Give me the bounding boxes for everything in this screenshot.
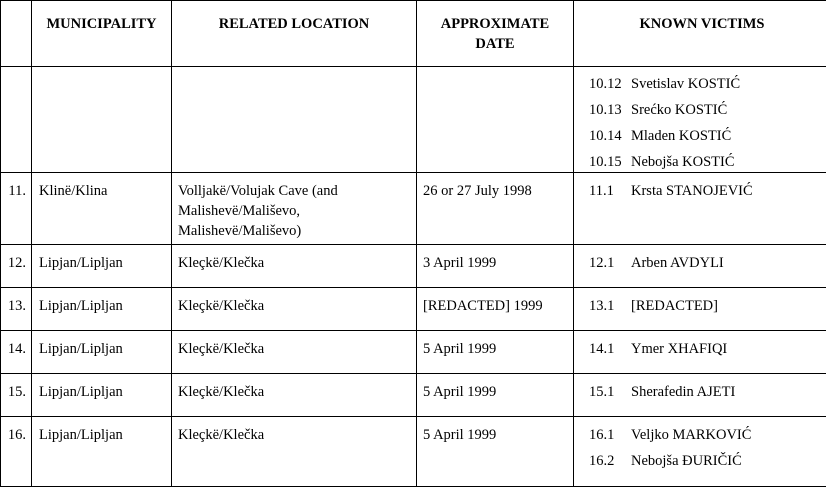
victim-name: Nebojša ĐURIČIĆ (631, 451, 826, 471)
header-known-victims: KNOWN VICTIMS (574, 1, 826, 67)
row-location: Kleçkë/Klečka (172, 288, 417, 331)
row-location (172, 67, 417, 173)
row-number: 15. (1, 374, 32, 417)
table-row (1, 245, 826, 288)
victim-number: 12.1 (589, 253, 631, 273)
victim-entry (589, 296, 826, 316)
victim-entry (589, 339, 826, 359)
row-number: 13. (1, 288, 32, 331)
victim-name: Sherafedin AJETI (631, 382, 826, 402)
row-victims (574, 417, 826, 487)
table-row (1, 173, 826, 245)
row-number: 14. (1, 331, 32, 374)
victim-number: 10.13 (589, 100, 631, 120)
victim-name: Srećko KOSTIĆ (631, 100, 826, 120)
victim-entry (589, 451, 826, 471)
row-location: Kleçkë/Klečka (172, 417, 417, 487)
table-row (1, 331, 826, 374)
header-approximate-date: APPROXIMATE DATE (417, 1, 574, 67)
row-victims (574, 374, 826, 417)
row-municipality: Klinë/Klina (32, 173, 172, 245)
row-number: 16. (1, 417, 32, 487)
row-number: 11. (1, 173, 32, 245)
row-number (1, 67, 32, 173)
victim-number: 16.2 (589, 451, 631, 471)
victim-name: Nebojša KOSTIĆ (631, 152, 826, 172)
row-municipality (32, 67, 172, 173)
row-victims (574, 245, 826, 288)
row-victims (574, 288, 826, 331)
victim-name: Svetislav KOSTIĆ (631, 74, 826, 94)
row-location: Kleçkë/Klečka (172, 245, 417, 288)
row-location: Kleçkë/Klečka (172, 331, 417, 374)
row-victims (574, 173, 826, 245)
victim-name: Veljko MARKOVIĆ (631, 425, 826, 445)
header-municipality: MUNICIPALITY (32, 1, 172, 67)
row-location: Volljakë/Volujak Cave (and Malishevë/Mališevo, Malishevë/Mališevo) (172, 173, 417, 245)
table-row (1, 288, 826, 331)
victim-entry (589, 425, 826, 445)
victim-entry (589, 74, 826, 94)
victim-name: Mladen KOSTIĆ (631, 126, 826, 146)
victim-name: Krsta STANOJEVIĆ (631, 181, 826, 201)
victim-entry (589, 181, 826, 201)
victim-entry (589, 382, 826, 402)
row-date (417, 67, 574, 173)
row-location: Kleçkë/Klečka (172, 374, 417, 417)
victim-entry (589, 100, 826, 120)
table-row (1, 374, 826, 417)
row-date: 5 April 1999 (417, 374, 574, 417)
victim-number: 15.1 (589, 382, 631, 402)
row-municipality: Lipjan/Lipljan (32, 374, 172, 417)
row-date: 5 April 1999 (417, 417, 574, 487)
row-municipality: Lipjan/Lipljan (32, 331, 172, 374)
row-municipality: Lipjan/Lipljan (32, 288, 172, 331)
row-date: 5 April 1999 (417, 331, 574, 374)
table-row (1, 417, 826, 487)
victim-number: 14.1 (589, 339, 631, 359)
header-number (1, 1, 32, 67)
victim-number: 10.12 (589, 74, 631, 94)
header-related-location: RELATED LOCATION (172, 1, 417, 67)
victim-entry (589, 253, 826, 273)
row-municipality: Lipjan/Lipljan (32, 417, 172, 487)
victim-number: 10.14 (589, 126, 631, 146)
victim-name: Ymer XHAFIQI (631, 339, 826, 359)
victim-entry (589, 126, 826, 146)
victim-entry (589, 152, 826, 172)
row-number: 12. (1, 245, 32, 288)
row-victims (574, 67, 826, 173)
header-row (1, 1, 826, 67)
victim-number: 10.15 (589, 152, 631, 172)
row-date: 3 April 1999 (417, 245, 574, 288)
continuation-row (1, 67, 826, 173)
row-date: 26 or 27 July 1998 (417, 173, 574, 245)
victim-number: 13.1 (589, 296, 631, 316)
row-municipality: Lipjan/Lipljan (32, 245, 172, 288)
row-date: [REDACTED] 1999 (417, 288, 574, 331)
victim-number: 11.1 (589, 181, 631, 201)
victim-name: [REDACTED] (631, 296, 826, 316)
row-victims (574, 331, 826, 374)
victim-number: 16.1 (589, 425, 631, 445)
victim-name: Arben AVDYLI (631, 253, 826, 273)
